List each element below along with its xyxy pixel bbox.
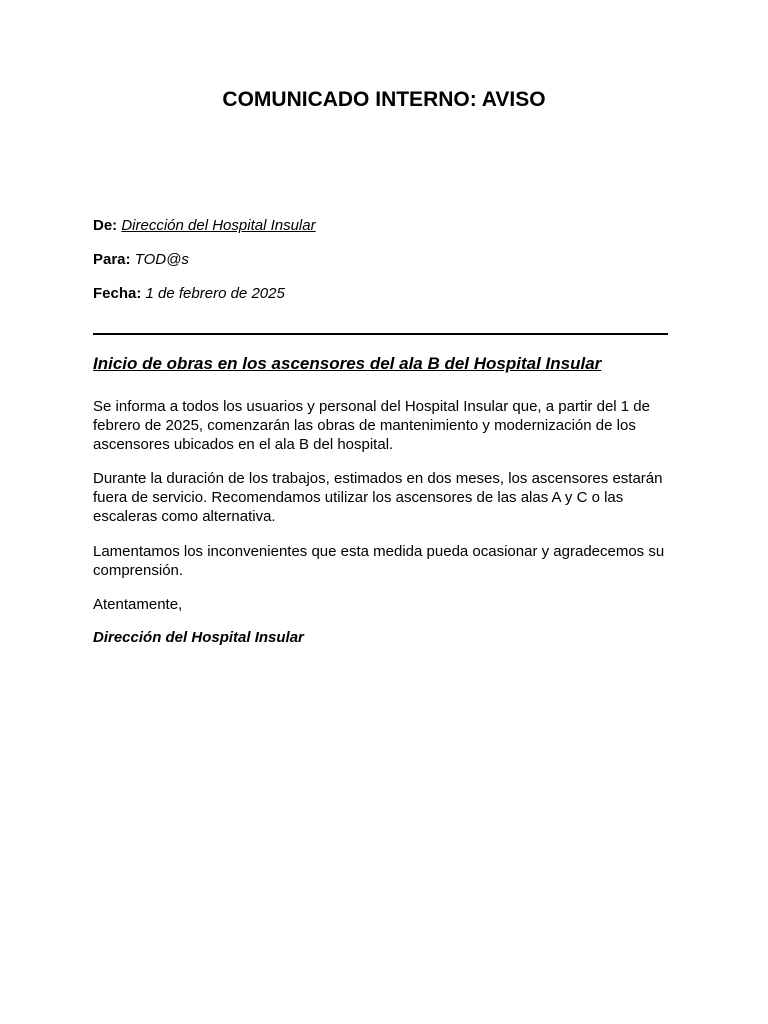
to-value: TOD@s (134, 251, 189, 268)
memo-from-line (93, 217, 673, 235)
body-paragraph-3: Lamentamos los inconvenientes que esta medida pueda ocasionar y agradecemos su comprensión. (93, 543, 665, 579)
horizontal-divider (93, 333, 668, 335)
memo-date-line (93, 285, 673, 303)
signature: Dirección del Hospital Insular (93, 629, 304, 646)
from-value: Dirección del Hospital Insular (121, 217, 316, 234)
body-paragraph-2: Durante la duración de los trabajos, estimados en dos meses, los ascensores estarán fuera de servicio. Recomendamos utilizar los ascensores de las alas A y C o las escaleras como alternativa. (93, 470, 663, 525)
date-label: Fecha: (93, 285, 142, 302)
closing-text: Atentamente, (93, 596, 183, 613)
from-label: De: (93, 217, 118, 234)
memo-to-line (93, 251, 673, 269)
date-value: 1 de febrero de 2025 (145, 285, 285, 302)
body-paragraph-1: Se informa a todos los usuarios y personal del Hospital Insular que, a partir del 1 de febrero de 2025, comenzarán las obras de mantenimiento y modernización de los ascensores ubicados en el ala B del hospital. (93, 398, 650, 453)
to-label: Para: (93, 251, 131, 268)
memo-title: COMUNICADO INTERNO: AVISO (222, 88, 546, 111)
memo-subject: Inicio de obras en los ascensores del ala B del Hospital Insular (93, 354, 602, 373)
